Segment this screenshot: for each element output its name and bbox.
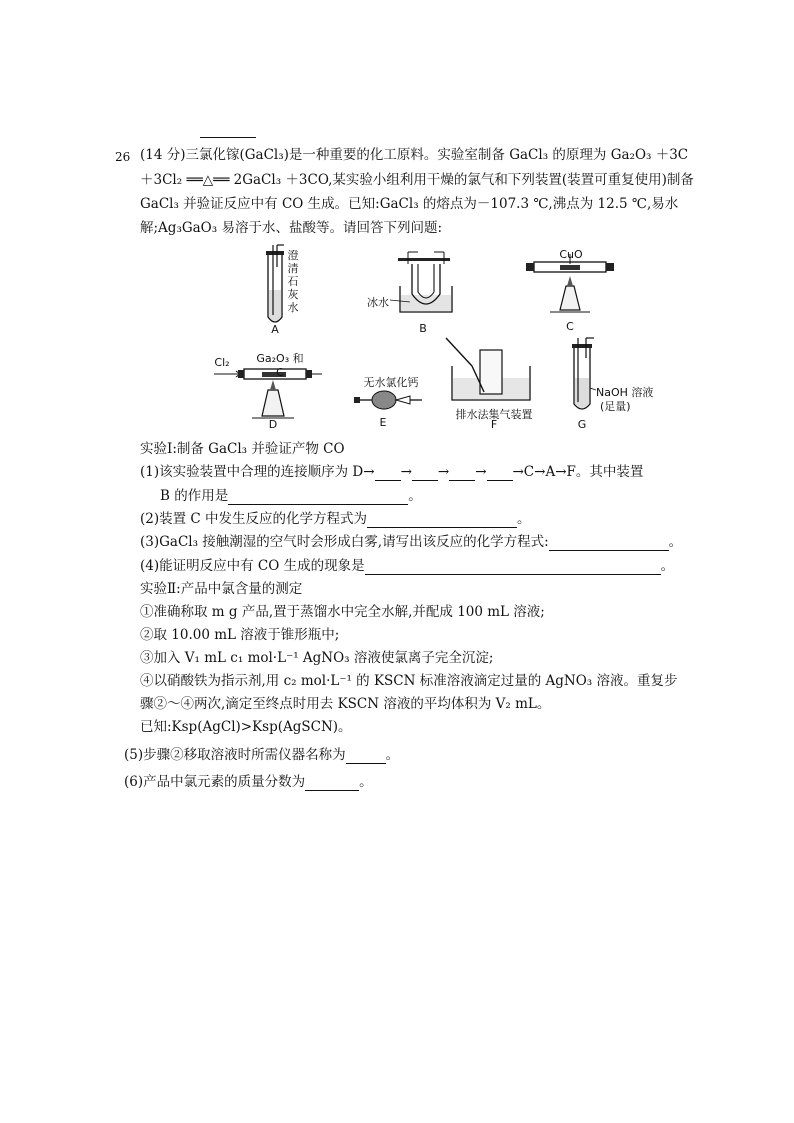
apparatus-c-label: CuO bbox=[559, 248, 583, 261]
apparatus-e-letter: E bbox=[379, 416, 387, 429]
q1-prefix: (1)该实验装置中合理的连接顺序为 D→ bbox=[140, 464, 375, 480]
q5-blank bbox=[346, 749, 386, 764]
step-4a: ④以硝酸铁为指示剂,用 c₂ mol·L⁻¹ 的 KSCN 标准溶液滴定过量的 AgNO₃ 溶液。重复步 bbox=[140, 673, 678, 689]
q6-text: (6)产品中氯元素的质量分数为 bbox=[124, 774, 306, 790]
apparatus-a-label: 澄清石灰水 bbox=[287, 249, 299, 314]
apparatus-d-inlet: Cl₂ bbox=[214, 356, 230, 369]
exp2-title: 实验Ⅱ:产品中氯含量的测定 bbox=[140, 581, 303, 597]
q1-period: 。 bbox=[408, 488, 422, 504]
apparatus-f bbox=[444, 336, 544, 432]
step-4b: 骤②～④两次,滴定至终点时用去 KSCN 溶液的平均体积为 V₂ mL。 bbox=[140, 696, 551, 712]
q1-blank-2 bbox=[412, 466, 438, 481]
apparatus-c-letter: C bbox=[566, 320, 574, 333]
apparatus-g bbox=[564, 338, 674, 432]
apparatus-e bbox=[348, 372, 434, 432]
q6-line bbox=[124, 773, 373, 791]
q3-text: (3)GaCl₃ 接触潮湿的空气时会形成白雾,请写出该反应的化学方程式: bbox=[140, 534, 549, 550]
q4-blank bbox=[365, 560, 661, 575]
question-number: 26 bbox=[115, 150, 131, 164]
apparatus-f-letter: F bbox=[490, 418, 498, 431]
q1-arrow-1: → bbox=[400, 464, 412, 480]
q6-period: 。 bbox=[359, 774, 373, 790]
known-ksp: 已知:Ksp(AgCl)>Ksp(AgSCN)。 bbox=[140, 719, 352, 735]
q1-role-label: B 的作用是 bbox=[160, 488, 229, 504]
apparatus-e-label: 无水氯化钙 bbox=[363, 376, 419, 389]
apparatus-g-letter: G bbox=[577, 418, 587, 431]
q1-part2 bbox=[160, 487, 422, 505]
q3-blank bbox=[549, 536, 669, 551]
q1-line bbox=[140, 463, 643, 481]
step-2: ②取 10.00 mL 溶液于锥形瓶中; bbox=[140, 627, 340, 643]
apparatus-g-note: (足量) bbox=[600, 400, 631, 413]
step-3: ③加入 V₁ mL c₁ mol·L⁻¹ AgNO₃ 溶液使氯离子完全沉淀; bbox=[140, 650, 494, 666]
apparatus-f-label: 排水法集气装置 bbox=[455, 408, 533, 421]
q1-suffix: →C→A→F。其中装置 bbox=[512, 464, 644, 480]
q6-blank bbox=[305, 776, 359, 791]
q3-line bbox=[140, 533, 682, 551]
q5-text: (5)步骤②移取溶液时所需仪器名称为 bbox=[124, 747, 346, 763]
apparatus-d bbox=[212, 352, 324, 432]
apparatus-b-label: 冰水 bbox=[367, 296, 389, 309]
q5-period: 。 bbox=[385, 747, 400, 763]
apparatus-b-letter: B bbox=[419, 322, 427, 335]
q2-blank bbox=[367, 513, 517, 528]
exp1-title: 实验Ⅰ:制备 GaCl₃ 并验证产物 CO bbox=[140, 441, 345, 457]
step-1: ①准确称取 m g 产品,置于蒸馏水中完全水解,并配成 100 mL 溶液; bbox=[140, 604, 545, 620]
intro-line-2: ＋3Cl₂ ══△══ 2GaCl₃ ＋3CO,某实验小组利用干燥的氯气和下列装置(装置可重复使用)制备 bbox=[140, 172, 694, 188]
apparatus-c bbox=[520, 248, 620, 340]
apparatus-a bbox=[258, 245, 318, 340]
q3-period: 。 bbox=[668, 534, 683, 550]
q2-period: 。 bbox=[517, 511, 531, 527]
q1-arrow-2: → bbox=[437, 464, 450, 480]
title-overline bbox=[200, 137, 256, 138]
apparatus-b bbox=[360, 250, 470, 340]
apparatus-g-label: NaOH 溶液 bbox=[596, 386, 654, 399]
intro-line-1: (14 分)三氯化镓(GaCl₃)是一种重要的化工原料。实验室制备 GaCl₃ 的原理为 Ga₂O₃ ＋3C bbox=[140, 147, 689, 163]
q1-blank-1 bbox=[375, 466, 401, 481]
q1-blank-3 bbox=[449, 466, 475, 481]
q1-blank-4 bbox=[487, 466, 513, 481]
q4-period: 。 bbox=[660, 558, 675, 574]
intro-line-3: GaCl₃ 并验证反应中有 CO 生成。已知:GaCl₃ 的熔点为－107.3 ℃,沸点为 12.5 ℃,易水 bbox=[140, 196, 679, 212]
apparatus-a-letter: A bbox=[271, 323, 279, 336]
q5-line bbox=[124, 746, 399, 764]
intro-line-4: 解;Ag₃GaO₃ 易溶于水、盐酸等。请回答下列问题: bbox=[140, 220, 443, 236]
q2-text: (2)装置 C 中发生反应的化学方程式为 bbox=[140, 511, 368, 527]
q2-line bbox=[140, 510, 531, 528]
q4-text: (4)能证明反应中有 CO 生成的现象是 bbox=[140, 558, 365, 574]
apparatus-d-label: Ga₂O₃ 和 C bbox=[256, 352, 304, 379]
q1-arrow-3: → bbox=[475, 464, 487, 480]
apparatus-d-letter: D bbox=[268, 418, 278, 431]
q1-role-blank bbox=[228, 490, 408, 505]
q4-line bbox=[140, 557, 674, 575]
